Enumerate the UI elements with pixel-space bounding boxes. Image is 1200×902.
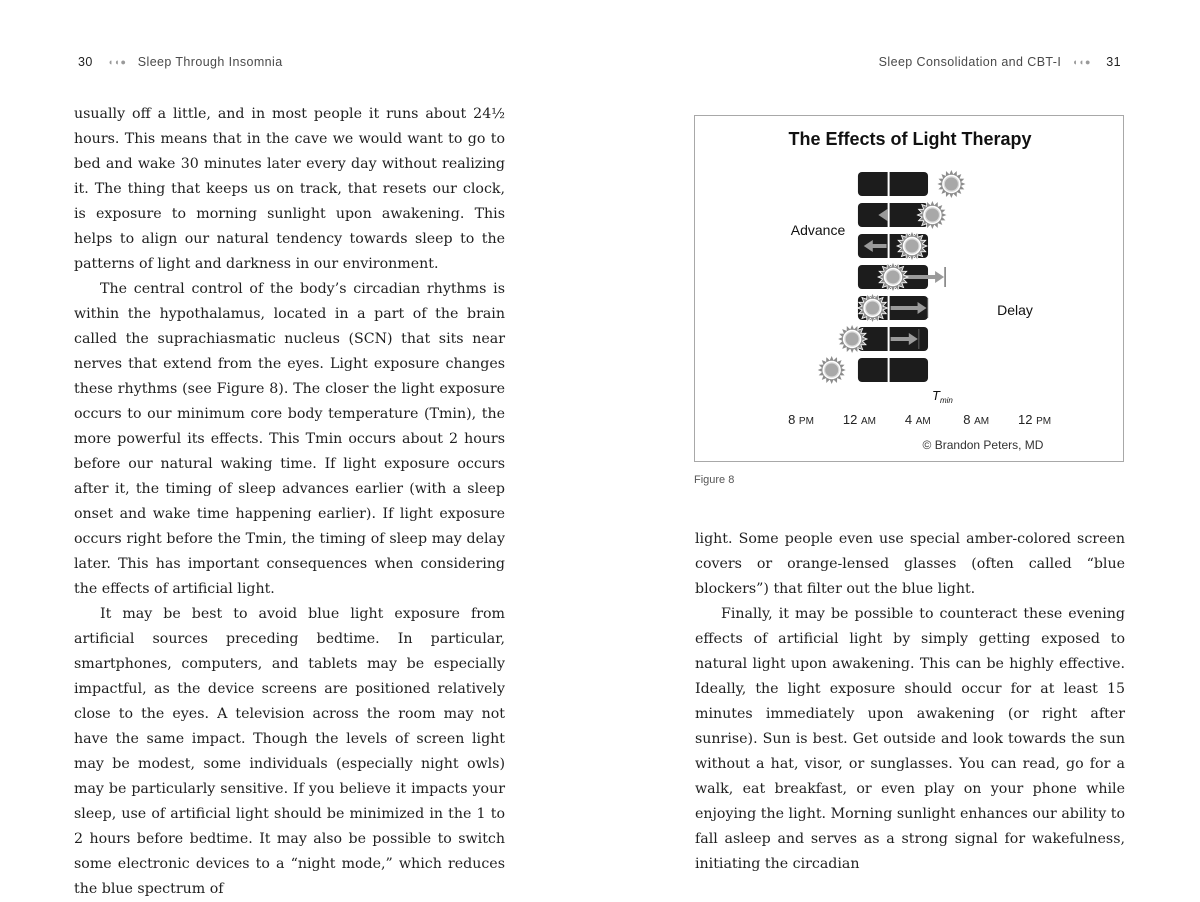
right-page-body xyxy=(695,527,1125,877)
x-tick-label: 12 PM xyxy=(1018,412,1052,427)
tmin-label: $T_{min}$ xyxy=(932,388,953,405)
right-running-header xyxy=(879,55,1125,69)
light-therapy-diagram xyxy=(695,116,1125,463)
sun-icon xyxy=(817,355,847,385)
sun-icon xyxy=(878,262,908,292)
left-page-number: 30 xyxy=(78,55,93,69)
paragraph: Finally, it may be possible to counteract these evening effects of artificial light by simply getting exposed to natural light upon awakening. This can be highly effective. Ideally, the light exposure should occur for at least 15 minutes immediately upon awakening (or right after sunrise). Sun is best. Get outside and look towards the sun without a hat, visor, or sunglasses. You can read, go for a walk, eat breakfast, or even play on your phone while enjoying the light. Morning sunlight enhances our ability to fall asleep and serves as a strong signal for wakefulness, initiating the circadian xyxy=(695,606,1125,872)
x-tick-label: 8 PM xyxy=(788,412,814,427)
sun-icon xyxy=(897,231,927,261)
left-running-header xyxy=(74,55,283,69)
x-tick-label: 8 AM xyxy=(963,412,990,427)
advance-label: Advance xyxy=(790,222,846,238)
sleep-bar xyxy=(858,358,928,382)
paragraph: It may be best to avoid blue light exposure from artificial sources preceding bedtime. In particular, smartphones, computers, and tablets may be especially impactful, as the device screens are positioned relatively close to the eyes. A television across the room may not have the same impact. Though the levels of screen light may be modest, some individuals (especially night owls) may be particularly sensitive. If you believe it impacts your sleep, use of artificial light should be minimized in the 1 to 2 hours before bedtime. It may also be possible to switch some electronic devices to a “night mode,” which reduces the blue spectrum of xyxy=(74,606,505,897)
right-page-number: 31 xyxy=(1106,55,1121,69)
ornament-icon: ◖◖● xyxy=(1072,57,1092,67)
paragraph: The central control of the body’s circadian rhythms is within the hypothalamus, located in a part of the brain called the suprachiasmatic nucleus (SCN) that sits near nerves that extend from the eyes. Light exposure changes these rhythms (see Figure 8). The closer the light exposure occurs to our minimum core body temperature (Tmin), the more powerful its effects. This Tmin occurs about 2 hours before our natural waking time. If light exposure occurs after it, the timing of sleep advances earlier (with a sleep onset and wake time happening earlier). If light exposure occurs right before the Tmin, the timing of sleep may delay later. This has important consequences when considering the effects of artificial light. xyxy=(74,281,505,597)
ornament-icon: ◖◖● xyxy=(107,57,127,67)
right-running-title: Sleep Consolidation and CBT-I xyxy=(878,55,1062,69)
x-tick-label: 12 AM xyxy=(842,412,876,427)
sun-icon xyxy=(936,169,966,199)
delay-label: Delay xyxy=(997,302,1033,318)
x-tick-label: 4 AM xyxy=(904,412,931,427)
sun-icon xyxy=(837,324,867,354)
sun-icon xyxy=(917,200,947,230)
figure-title: The Effects of Light Therapy xyxy=(788,129,1032,149)
sun-icon xyxy=(858,293,888,323)
paragraph: usually off a little, and in most people it runs about 24½ hours. This means that in the cave we would want to go to bed and wake 30 minutes later every day without realizing it. The thing that keeps us on track, that resets our clock, is exposure to morning sunlight upon awakening. This helps to align our natural tendency towards sleep to the patterns of light and darkness in our environment. xyxy=(74,106,505,272)
figure-light-therapy xyxy=(694,115,1124,462)
figure-caption: Figure 8 xyxy=(694,474,735,486)
left-page-body xyxy=(74,102,505,902)
paragraph: light. Some people even use special amber-colored screen covers or orange-lensed glasses (often called “blue blockers”) that filter out the blue light. xyxy=(695,531,1125,597)
figure-credit: © Brandon Peters, MD xyxy=(922,438,1044,452)
left-running-title: Sleep Through Insomnia xyxy=(137,55,283,69)
sleep-bar xyxy=(858,172,928,196)
